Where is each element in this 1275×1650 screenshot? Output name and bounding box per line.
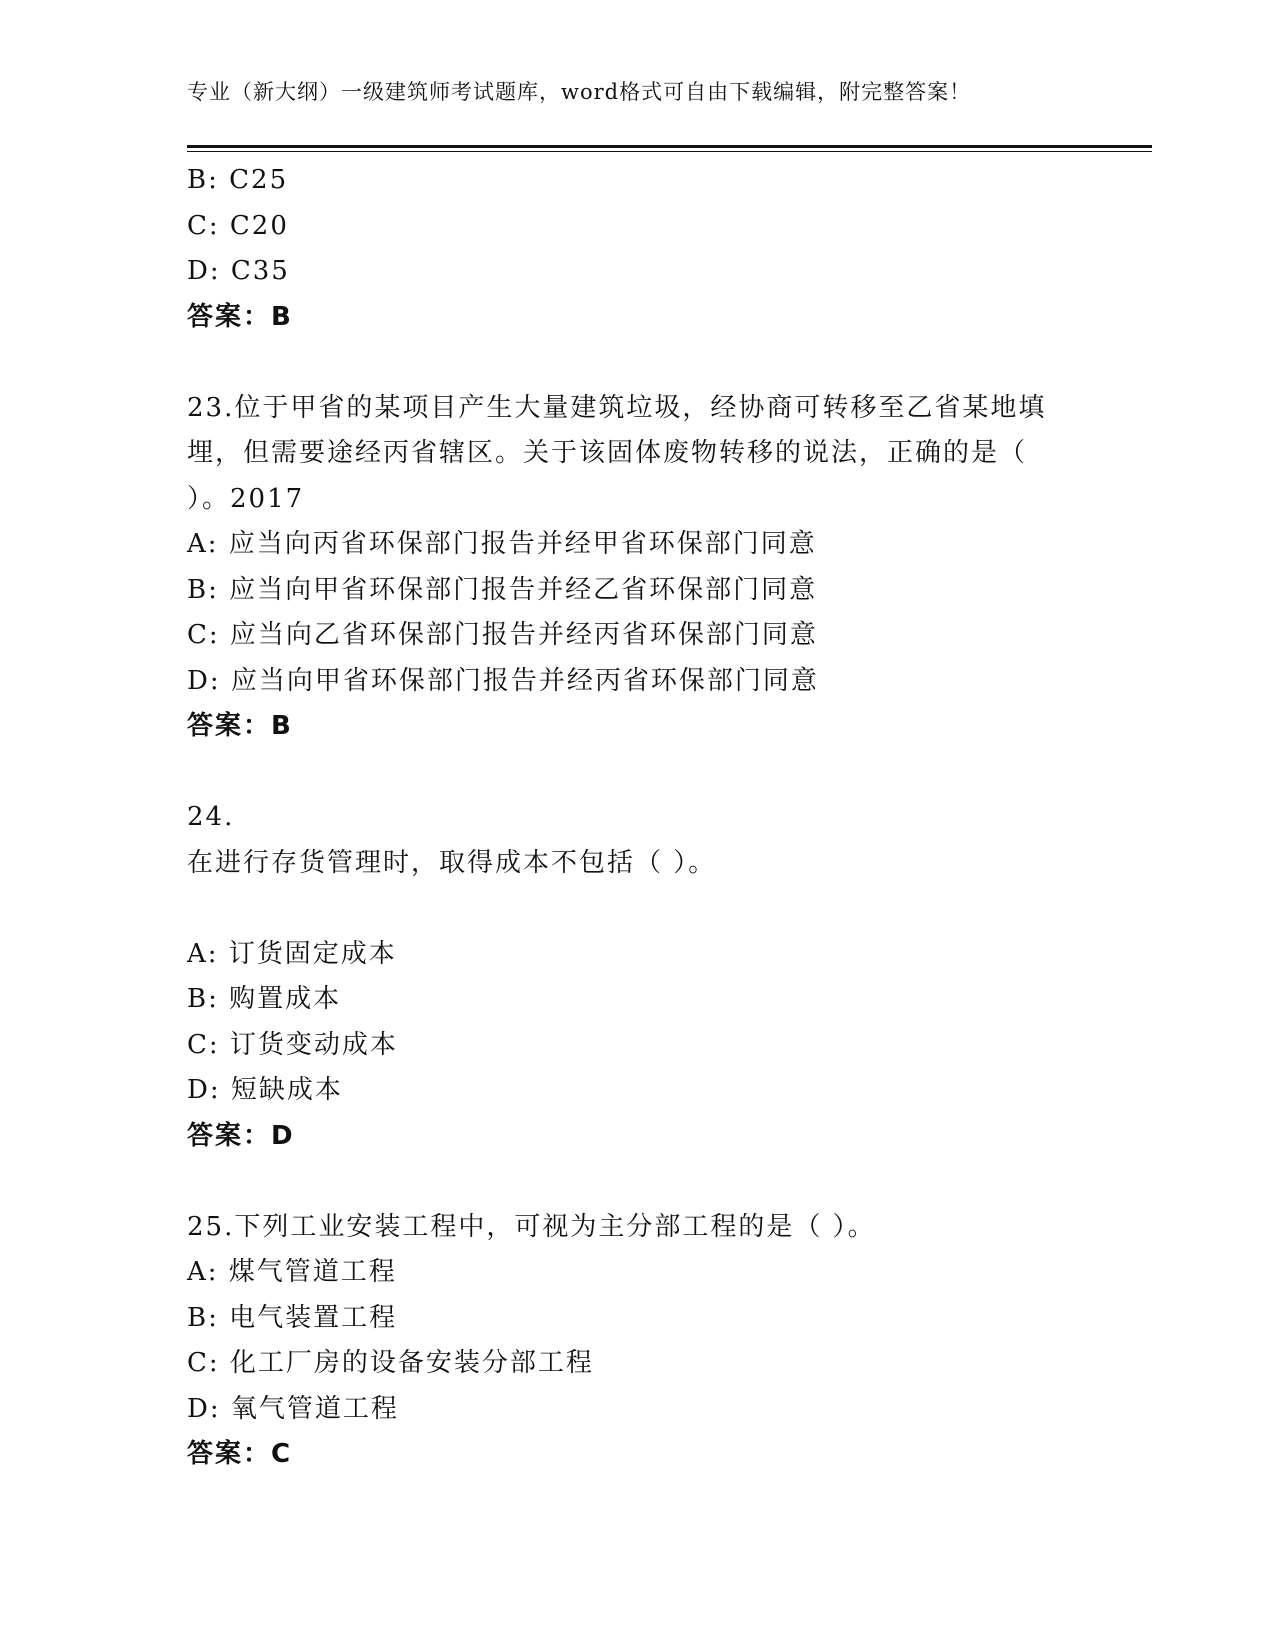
question-stem-line: 23.位于甲省的某项目产生大量建筑垃圾，经协商可转移至乙省某地填 <box>187 392 1047 423</box>
question-stem: 25.下列工业安装工程中，可视为主分部工程的是（ ）。 <box>187 1211 876 1242</box>
question-24 <box>187 795 1087 1159</box>
option-d: D: 短缺成本 <box>187 1075 343 1105</box>
spacer <box>187 886 1087 932</box>
question-22 <box>187 158 1087 340</box>
option-b: B: 电气装置工程 <box>187 1302 398 1333</box>
option-a: A: 订货固定成本 <box>187 938 397 969</box>
question-content <box>187 158 1087 1478</box>
question-stem-line: ）。2017 <box>187 483 305 514</box>
option-c: C: 订货变动成本 <box>187 1029 398 1060</box>
option-c: C: 应当向乙省环保部门报告并经丙省环保部门同意 <box>187 620 818 650</box>
page-header: 专业（新大纲）一级建筑师考试题库，word格式可自由下载编辑，附完整答案！ <box>187 80 972 104</box>
answer-23: 答案：B <box>187 711 293 741</box>
answer-24: 答案：D <box>187 1120 295 1151</box>
question-stem: 在进行存货管理时，取得成本不包括（ ）。 <box>187 847 717 878</box>
header-rule-thick <box>187 145 1152 148</box>
option-a: A: 应当向丙省环保部门报告并经甲省环保部门同意 <box>187 529 817 559</box>
option-a: A: 煤气管道工程 <box>187 1257 397 1287</box>
option-d: D: C35 <box>187 256 290 286</box>
option-b: B: 购置成本 <box>187 984 342 1014</box>
option-b: B: C25 <box>187 165 289 195</box>
spacer <box>187 1159 1087 1205</box>
spacer <box>187 340 1087 386</box>
answer-25: 答案：C <box>187 1439 293 1469</box>
option-d: D: 应当向甲省环保部门报告并经丙省环保部门同意 <box>187 665 819 696</box>
question-25 <box>187 1205 1087 1478</box>
option-b: B: 应当向甲省环保部门报告并经乙省环保部门同意 <box>187 574 818 605</box>
question-number: 24. <box>187 802 235 832</box>
option-d: D: 氧气管道工程 <box>187 1393 399 1424</box>
spacer <box>187 750 1087 796</box>
header-rule-thin <box>187 151 1152 152</box>
option-c: C: C20 <box>187 210 289 241</box>
question-stem-line: 埋，但需要途经丙省辖区。关于该固体废物转移的说法，正确的是（ <box>187 438 1028 468</box>
answer-22: 答案：B <box>187 301 293 332</box>
option-c: C: 化工厂房的设备安装分部工程 <box>187 1348 594 1378</box>
question-23 <box>187 386 1087 750</box>
